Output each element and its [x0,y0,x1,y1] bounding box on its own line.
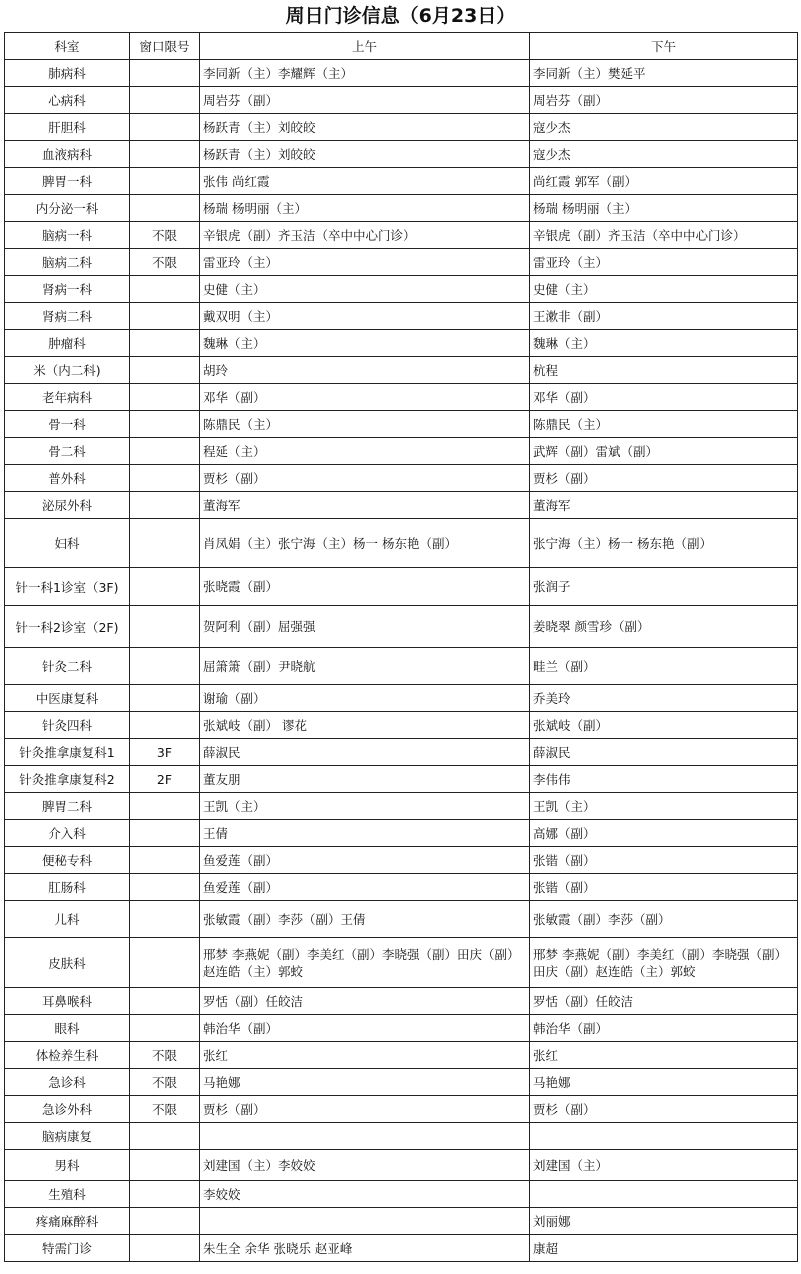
table-row [5,901,798,938]
schedule-table [4,32,798,1262]
department-cell: 特需门诊 [5,1235,130,1262]
morning-doctors-cell: 魏琳（主） [200,330,530,357]
window-limit-cell [130,847,200,874]
window-limit-cell [130,874,200,901]
department-cell: 肛肠科 [5,874,130,901]
department-cell: 肺病科 [5,60,130,87]
afternoon-doctors-cell: 杭程 [530,357,798,384]
window-limit-cell [130,938,200,988]
header-row [5,33,798,60]
morning-doctors-cell: 张敏霞（副）李莎（副）王倩 [200,901,530,938]
window-limit-cell [130,1015,200,1042]
window-limit-cell [130,60,200,87]
morning-doctors-cell: 马艳娜 [200,1069,530,1096]
afternoon-doctors-cell: 张润子 [530,568,798,606]
window-limit-cell [130,685,200,712]
afternoon-doctors-cell: 张红 [530,1042,798,1069]
department-cell: 肾病一科 [5,276,130,303]
table-row [5,168,798,195]
afternoon-doctors-cell: 董海军 [530,492,798,519]
window-limit-cell [130,712,200,739]
department-cell: 心病科 [5,87,130,114]
table-row [5,276,798,303]
morning-doctors-cell: 雷亚玲（主） [200,249,530,276]
table-row [5,195,798,222]
department-cell: 脑病二科 [5,249,130,276]
department-cell: 皮肤科 [5,938,130,988]
afternoon-doctors-cell: 张斌岐（副） [530,712,798,739]
table-row [5,793,798,820]
department-cell: 男科 [5,1150,130,1181]
department-cell: 普外科 [5,465,130,492]
window-limit-cell: 不限 [130,249,200,276]
department-cell: 肝胆科 [5,114,130,141]
department-cell: 中医康复科 [5,685,130,712]
department-cell: 泌尿外科 [5,492,130,519]
department-cell: 米（内二科) [5,357,130,384]
table-row [5,568,798,606]
department-cell: 耳鼻喉科 [5,988,130,1015]
department-cell: 内分泌一科 [5,195,130,222]
department-cell: 针一科1诊室（3F) [5,568,130,606]
window-limit-cell [130,411,200,438]
afternoon-doctors-cell: 贾杉（副） [530,465,798,492]
department-cell: 眼科 [5,1015,130,1042]
afternoon-doctors-cell: 魏琳（主） [530,330,798,357]
table-row [5,1069,798,1096]
table-row [5,1150,798,1181]
morning-doctors-cell: 戴双明（主） [200,303,530,330]
window-limit-cell [130,492,200,519]
afternoon-doctors-cell: 康超 [530,1235,798,1262]
table-row [5,988,798,1015]
window-limit-cell [130,793,200,820]
afternoon-doctors-cell: 张宁海（主）杨一 杨东艳（副） [530,519,798,568]
window-limit-cell [130,1208,200,1235]
morning-doctors-cell: 张斌岐（副） 谬花 [200,712,530,739]
afternoon-doctors-cell: 寇少杰 [530,114,798,141]
table-row [5,1015,798,1042]
morning-doctors-cell: 张伟 尚红霞 [200,168,530,195]
afternoon-doctors-cell: 杨瑞 杨明丽（主） [530,195,798,222]
afternoon-doctors-cell: 罗恬（副）任皎洁 [530,988,798,1015]
window-limit-cell: 不限 [130,1042,200,1069]
table-row [5,648,798,685]
afternoon-doctors-cell: 辛银虎（副）齐玉洁（卒中中心门诊） [530,222,798,249]
afternoon-doctors-cell: 武辉（副）雷斌（副） [530,438,798,465]
morning-doctors-cell: 王凯（主） [200,793,530,820]
morning-doctors-cell: 胡玲 [200,357,530,384]
header-department: 科室 [5,33,130,60]
morning-doctors-cell: 董友朋 [200,766,530,793]
afternoon-doctors-cell: 刘丽娜 [530,1208,798,1235]
window-limit-cell [130,465,200,492]
afternoon-doctors-cell: 邓华（副） [530,384,798,411]
table-row [5,766,798,793]
table-row [5,114,798,141]
afternoon-doctors-cell: 李同新（主）樊延平 [530,60,798,87]
morning-doctors-cell [200,1208,530,1235]
morning-doctors-cell: 贾杉（副） [200,1096,530,1123]
morning-doctors-cell: 杨跃青（主）刘皎皎 [200,141,530,168]
header-window-limit: 窗口限号 [130,33,200,60]
table-row [5,685,798,712]
morning-doctors-cell: 薛淑民 [200,739,530,766]
afternoon-doctors-cell: 邢梦 李燕妮（副）李美红（副）李晓强（副）田庆（副）赵连皓（主）郭蛟 [530,938,798,988]
morning-doctors-cell: 鱼爱莲（副） [200,847,530,874]
table-row [5,492,798,519]
window-limit-cell [130,1181,200,1208]
window-limit-cell: 3F [130,739,200,766]
department-cell: 血液病科 [5,141,130,168]
morning-doctors-cell: 韩治华（副） [200,1015,530,1042]
afternoon-doctors-cell: 姜晓翠 颜雪珍（副） [530,606,798,648]
department-cell: 脑病一科 [5,222,130,249]
window-limit-cell [130,648,200,685]
table-row [5,1123,798,1150]
department-cell: 针灸二科 [5,648,130,685]
table-row [5,384,798,411]
window-limit-cell [130,384,200,411]
department-cell: 便秘专科 [5,847,130,874]
table-row [5,1235,798,1262]
window-limit-cell [130,438,200,465]
department-cell: 针灸四科 [5,712,130,739]
afternoon-doctors-cell: 尚红霞 郭军（副） [530,168,798,195]
window-limit-cell [130,276,200,303]
morning-doctors-cell: 李姣姣 [200,1181,530,1208]
department-cell: 儿科 [5,901,130,938]
department-cell: 急诊科 [5,1069,130,1096]
window-limit-cell: 不限 [130,1069,200,1096]
window-limit-cell [130,1123,200,1150]
afternoon-doctors-cell: 畦兰（副） [530,648,798,685]
morning-doctors-cell: 刘建国（主）李姣姣 [200,1150,530,1181]
department-cell: 脾胃二科 [5,793,130,820]
window-limit-cell [130,330,200,357]
afternoon-doctors-cell: 张锴（副） [530,874,798,901]
morning-doctors-cell: 周岩芬（副） [200,87,530,114]
afternoon-doctors-cell: 王漱非（副） [530,303,798,330]
morning-doctors-cell: 鱼爱莲（副） [200,874,530,901]
table-row [5,1042,798,1069]
afternoon-doctors-cell: 薛淑民 [530,739,798,766]
afternoon-doctors-cell: 刘建国（主） [530,1150,798,1181]
morning-doctors-cell: 邢梦 李燕妮（副）李美红（副）李晓强（副）田庆（副）赵连皓（主）郭蛟 [200,938,530,988]
window-limit-cell [130,606,200,648]
window-limit-cell [130,168,200,195]
table-row [5,1181,798,1208]
department-cell: 脑病康复 [5,1123,130,1150]
morning-doctors-cell: 贾杉（副） [200,465,530,492]
department-cell: 骨二科 [5,438,130,465]
window-limit-cell [130,114,200,141]
morning-doctors-cell: 辛银虎（副）齐玉洁（卒中中心门诊） [200,222,530,249]
morning-doctors-cell: 谢瑜（副） [200,685,530,712]
department-cell: 疼痛麻醉科 [5,1208,130,1235]
window-limit-cell [130,357,200,384]
afternoon-doctors-cell: 高娜（副） [530,820,798,847]
morning-doctors-cell: 李同新（主）李耀辉（主） [200,60,530,87]
window-limit-cell: 2F [130,766,200,793]
department-cell: 急诊外科 [5,1096,130,1123]
department-cell: 肾病二科 [5,303,130,330]
table-row [5,60,798,87]
window-limit-cell [130,820,200,847]
department-cell: 介入科 [5,820,130,847]
department-cell: 肿瘤科 [5,330,130,357]
morning-doctors-cell: 王倩 [200,820,530,847]
table-row [5,141,798,168]
table-row [5,712,798,739]
department-cell: 体检养生科 [5,1042,130,1069]
morning-doctors-cell: 董海军 [200,492,530,519]
morning-doctors-cell: 朱生全 余华 张晓乐 赵亚峰 [200,1235,530,1262]
department-cell: 针一科2诊室（2F) [5,606,130,648]
table-row [5,820,798,847]
table-row [5,739,798,766]
afternoon-doctors-cell: 雷亚玲（主） [530,249,798,276]
department-cell: 老年病科 [5,384,130,411]
morning-doctors-cell: 程延（主） [200,438,530,465]
table-row [5,1096,798,1123]
table-row [5,303,798,330]
afternoon-doctors-cell: 韩治华（副） [530,1015,798,1042]
department-cell: 针灸推拿康复科2 [5,766,130,793]
header-afternoon: 下午 [530,33,798,60]
table-row [5,519,798,568]
table-row [5,847,798,874]
morning-doctors-cell: 张红 [200,1042,530,1069]
afternoon-doctors-cell: 王凯（主） [530,793,798,820]
window-limit-cell: 不限 [130,222,200,249]
window-limit-cell [130,87,200,114]
window-limit-cell [130,901,200,938]
window-limit-cell [130,303,200,330]
afternoon-doctors-cell [530,1181,798,1208]
header-morning: 上午 [200,33,530,60]
table-row [5,357,798,384]
morning-doctors-cell: 屈箫箫（副）尹晓航 [200,648,530,685]
afternoon-doctors-cell: 李伟伟 [530,766,798,793]
window-limit-cell [130,519,200,568]
window-limit-cell [130,141,200,168]
window-limit-cell [130,1150,200,1181]
morning-doctors-cell [200,1123,530,1150]
department-cell: 骨一科 [5,411,130,438]
afternoon-doctors-cell: 张锴（副） [530,847,798,874]
department-cell: 针灸推拿康复科1 [5,739,130,766]
table-row [5,330,798,357]
afternoon-doctors-cell: 张敏霞（副）李莎（副） [530,901,798,938]
table-row [5,411,798,438]
table-row [5,222,798,249]
morning-doctors-cell: 陈鼎民（主） [200,411,530,438]
morning-doctors-cell: 史健（主） [200,276,530,303]
afternoon-doctors-cell: 史健（主） [530,276,798,303]
morning-doctors-cell: 罗恬（副）任皎洁 [200,988,530,1015]
morning-doctors-cell: 杨瑞 杨明丽（主） [200,195,530,222]
afternoon-doctors-cell [530,1123,798,1150]
window-limit-cell [130,195,200,222]
afternoon-doctors-cell: 陈鼎民（主） [530,411,798,438]
window-limit-cell [130,988,200,1015]
window-limit-cell [130,1235,200,1262]
morning-doctors-cell: 邓华（副） [200,384,530,411]
table-row [5,438,798,465]
morning-doctors-cell: 肖凤娟（主）张宁海（主）杨一 杨东艳（副） [200,519,530,568]
table-row [5,1208,798,1235]
table-row [5,87,798,114]
afternoon-doctors-cell: 寇少杰 [530,141,798,168]
morning-doctors-cell: 张晓霞（副） [200,568,530,606]
department-cell: 生殖科 [5,1181,130,1208]
schedule-rows [5,60,798,1262]
page-title: 周日门诊信息（6月23日） [285,5,516,27]
department-cell: 脾胃一科 [5,168,130,195]
afternoon-doctors-cell: 周岩芬（副） [530,87,798,114]
table-row [5,606,798,648]
window-limit-cell: 不限 [130,1096,200,1123]
table-row [5,465,798,492]
morning-doctors-cell: 贺阿利（副）屈强强 [200,606,530,648]
table-row [5,874,798,901]
table-row [5,249,798,276]
window-limit-cell [130,568,200,606]
table-row [5,938,798,988]
morning-doctors-cell: 杨跃青（主）刘皎皎 [200,114,530,141]
afternoon-doctors-cell: 马艳娜 [530,1069,798,1096]
department-cell: 妇科 [5,519,130,568]
afternoon-doctors-cell: 乔美玲 [530,685,798,712]
afternoon-doctors-cell: 贾杉（副） [530,1096,798,1123]
